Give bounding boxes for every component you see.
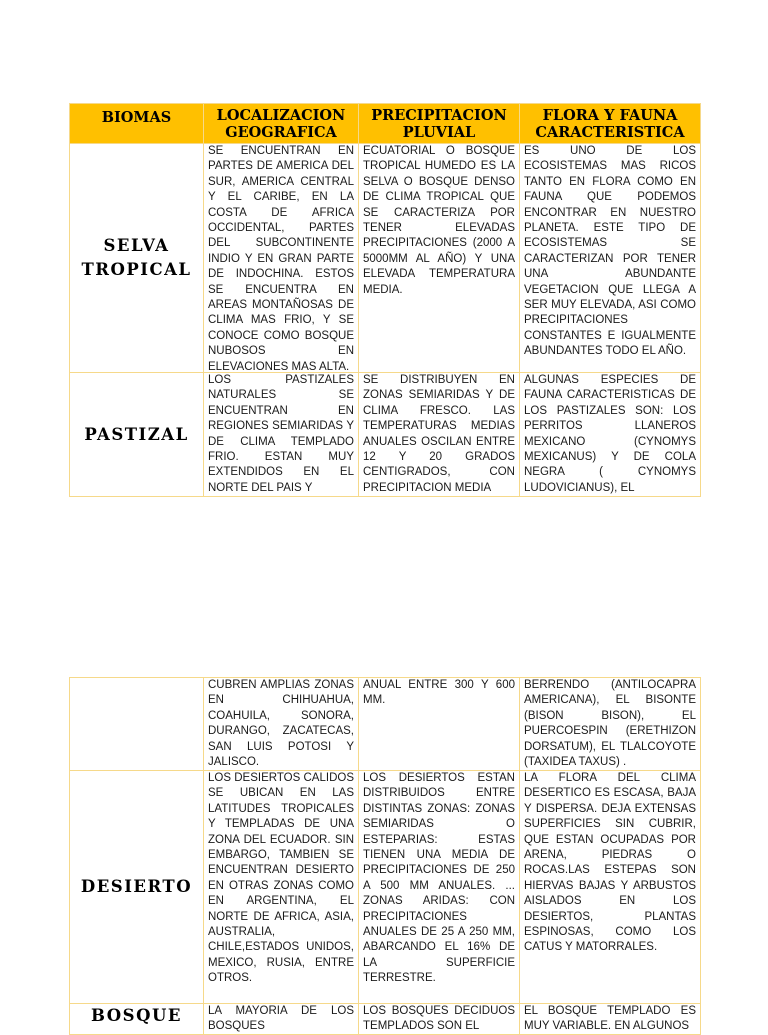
precipitacion-cell [359, 771, 520, 1004]
flora-cell [520, 771, 701, 1004]
cell-text: ANUAL ENTRE 300 Y 600 MM. [363, 679, 515, 707]
cell-text: LOS DESIERTOS CALIDOS SE UBICAN EN LAS LATITUDES TROPICALES Y TEMPLADAS DE UNA ZONA DEL ECUADOR. SIN EMBARGO, TAMBIEN SE ENCUENTRAN DESIERTO EN OTRAS ZONAS COMO EN ARGENTINA, EL NORTE DE AFRICA, ASIA, AUSTRALIA, CHILE,ESTADOS UNIDOS, MEXICO, RUSIA, ENTRE OTROS. [208, 772, 354, 985]
flora-cell [520, 678, 701, 771]
cell-text: BERRENDO (ANTILOCAPRA AMERICANA), EL BISONTE (BISON BISON), EL PUERCOESPIN (ERETHIZON DORSATUM), EL TLALCOYOTE (TAXIDEA TAXUS) . [524, 679, 696, 769]
cell-text: LOS PASTIZALES NATURALES SE ENCUENTRAN EN REGIONES SEMIARIDAS Y DE CLIMA TEMPLADO FRIO. ESTAN MUY EXTENDIDOS EN EL NORTE DEL PAIS Y [208, 374, 354, 494]
precipitacion-cell [359, 144, 520, 373]
cell-text: LA FLORA DEL CLIMA DESERTICO ES ESCASA, BAJA Y DISPERSA. DEJA EXTENSAS SUPERFICIES SIN CUBRIR, QUE ESTAN OCUPADAS POR ARENA, PIEDRAS O ROCAS.LAS ESTEPAS SON HIERVAS BAJAS Y ARBUSTOS AISLADOS EN LOS DESIERTOS, PLANTAS ESPINOSAS, COMO LOS CATUS Y MATORRALES. [524, 772, 696, 954]
header-biomas: BIOMAS [70, 104, 204, 144]
bioma-name: BOSQUE [70, 1004, 204, 1035]
localizacion-cell [204, 1004, 359, 1035]
bioma-name: DESIERTO [70, 771, 204, 1004]
header-localizacion: LOCALIZACION GEOGRAFICA [204, 104, 359, 144]
header-flora-fauna: FLORA Y FAUNA CARACTERISTICA [520, 104, 701, 144]
cell-text: ECUATORIAL O BOSQUE TROPICAL HUMEDO ES LA SELVA O BOSQUE DENSO DE CLIMA TROPICAL QUE SE CARACTERIZA POR TENER ELEVADAS PRECIPITACIONES (2000 A 5000MM AL AÑO) Y UNA ELEVADA TEMPERATURA MEDIA. [363, 145, 515, 296]
table-row [70, 1004, 701, 1035]
table-row [70, 144, 701, 373]
table-row [70, 678, 701, 771]
bioma-name: SELVA TROPICAL [70, 144, 204, 373]
precipitacion-cell [359, 678, 520, 771]
flora-cell [520, 373, 701, 497]
precipitacion-cell [359, 1004, 520, 1035]
table-row [70, 373, 701, 497]
cell-text: LA MAYORIA DE LOS BOSQUES [208, 1005, 354, 1033]
header-precipitacion: PRECIPITACION PLUVIAL [359, 104, 520, 144]
cell-text: LOS BOSQUES DECIDUOS TEMPLADOS SON EL [363, 1005, 515, 1033]
bioma-name: PASTIZAL [70, 373, 204, 497]
localizacion-cell [204, 771, 359, 1004]
flora-cell [520, 144, 701, 373]
localizacion-cell [204, 373, 359, 497]
bioma-name [70, 678, 204, 771]
cell-text: CUBREN AMPLIAS ZONAS EN CHIHUAHUA, COAHUILA, SONORA, DURANGO, ZACATECAS, SAN LUIS POTOSI Y JALISCO. [208, 679, 354, 769]
cell-text: ALGUNAS ESPECIES DE FAUNA CARACTERISTICAS DE LOS PASTIZALES SON: LOS PERRITOS LLANEROS MEXICANO (CYNOMYS MEXICANUS) Y DE COLA NEGRA ( CYNOMYS LUDOVICIANUS), EL [524, 374, 696, 494]
biomes-table-page-2 [69, 677, 701, 1035]
cell-text: SE ENCUENTRAN EN PARTES DE AMERICA DEL SUR, AMERICA CENTRAL Y EL CARIBE, EN LA COSTA DE AFRICA OCCIDENTAL, PARTES DEL SUBCONTINENTE INDIO Y EN GRAN PARTE DE INDOCHINA. ESTOS SE ENCUENTRA EN AREAS MONTAÑOSAS DE CLIMA MAS FRIO, Y SE CONOCE COMO BOSQUE NUBOSOS EN ELEVACIONES MAS ALTA. [208, 145, 354, 372]
table-row [70, 771, 701, 1004]
localizacion-cell [204, 144, 359, 373]
header-row [70, 104, 701, 144]
localizacion-cell [204, 678, 359, 771]
cell-text: LOS DESIERTOS ESTAN DISTRIBUIDOS ENTRE DISTINTAS ZONAS: ZONAS SEMIARIDAS O ESTEPARIAS: ESTAS TIENEN UNA MEDIA DE PRECIPITACIONES DE 250 A 500 MM ANUALES. ... ZONAS ARIDAS: CON PRECIPITACIONES ANUALES DE 25 A 250 MM, ABARCANDO EL 16% DE LA SUPERFICIE TERRESTRE. [363, 772, 515, 985]
cell-text: SE DISTRIBUYEN EN ZONAS SEMIARIDAS Y DE CLIMA FRESCO. LAS TEMPERATURAS MEDIAS ANUALES OSCILAN ENTRE 12 Y 20 GRADOS CENTIGRADOS, CON PRECIPITACION MEDIA [363, 374, 515, 494]
precipitacion-cell [359, 373, 520, 497]
cell-text: ES UNO DE LOS ECOSISTEMAS MAS RICOS TANTO EN FLORA COMO EN FAUNA QUE PODEMOS ENCONTRAR EN NUESTRO PLANETA. ESTE TIPO DE ECOSISTEMAS SE CARACTERIZAN POR TENER UNA ABUNDANTE VEGETACION QUE LLEGA A SER MUY ELEVADA, ASI COMO PRECIPITACIONES CONSTANTES E IGUALMENTE ABUNDANTES TODO EL AÑO. [524, 145, 696, 358]
biomes-table-page-1 [69, 103, 701, 497]
flora-cell [520, 1004, 701, 1035]
cell-text: EL BOSQUE TEMPLADO ES MUY VARIABLE. EN ALGUNOS [524, 1005, 696, 1033]
